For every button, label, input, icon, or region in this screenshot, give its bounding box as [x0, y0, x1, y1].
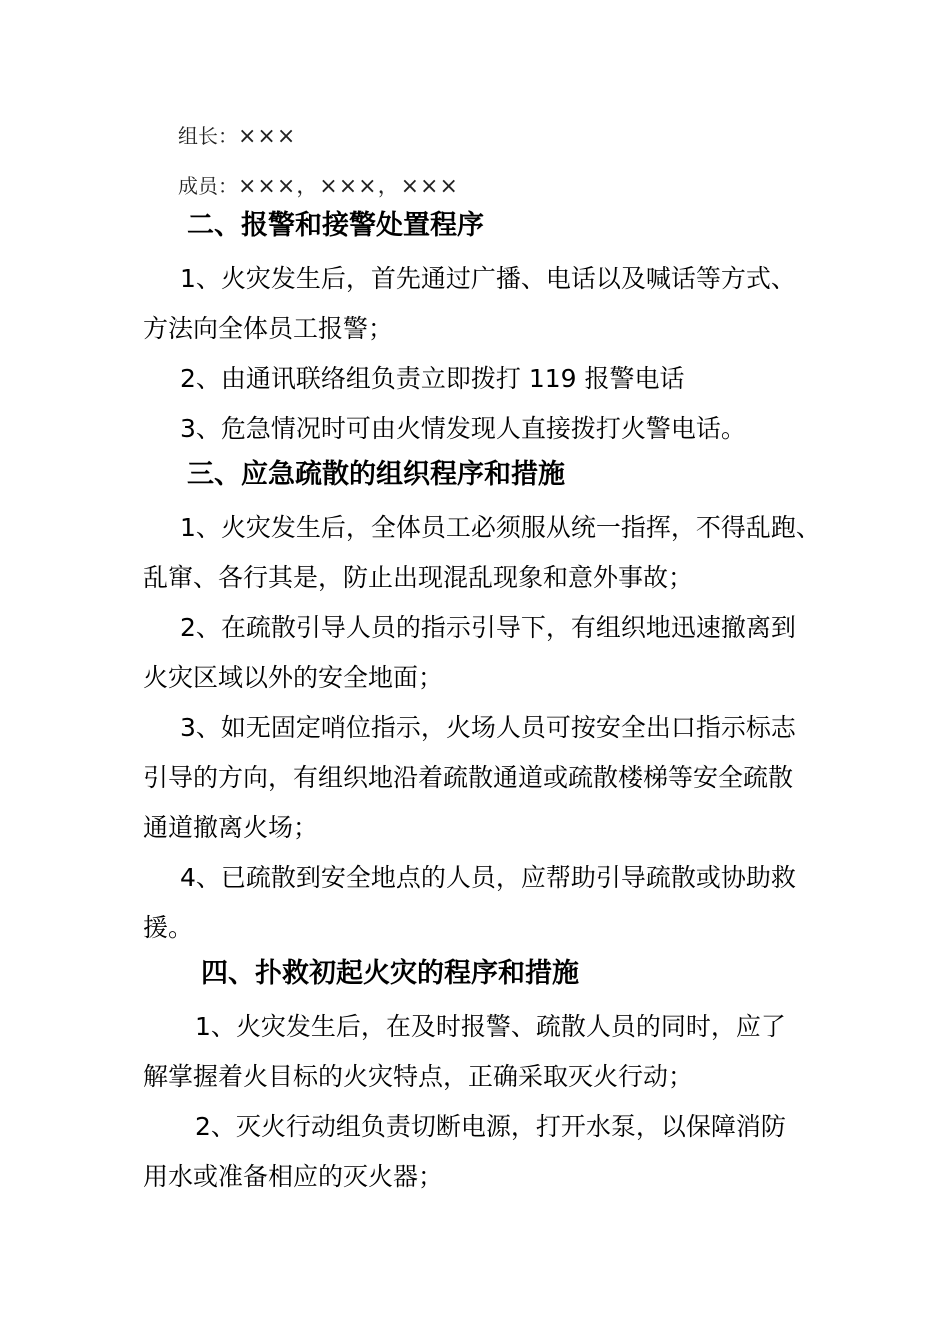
section3-p1-line1: 1、火灾发生后，全体员工必须服从统一指挥，不得乱跑、	[180, 513, 821, 542]
section3-heading: 三、应急疏散的组织程序和措施	[187, 459, 565, 490]
section4-p1-line1: 1、火灾发生后，在及时报警、疏散人员的同时，应了	[195, 1012, 786, 1041]
section3-p4-line2: 援。	[143, 913, 194, 942]
section4-heading: 四、扑救初起火灾的程序和措施	[201, 958, 579, 989]
section3-p3-line3: 通道撤离火场；	[143, 813, 319, 842]
members-value: ×××，×××，×××	[238, 174, 459, 199]
members-line	[178, 176, 459, 198]
section3-p2-line1: 2、在疏散引导人员的指示引导下，有组织地迅速撤离到	[180, 613, 796, 642]
section3-p1-line2: 乱窜、各行其是，防止出现混乱现象和意外事故；	[143, 563, 694, 592]
section2-heading: 二、报警和接警处置程序	[187, 210, 484, 241]
section4-p2-line2: 用水或准备相应的灭火器；	[143, 1162, 444, 1191]
section3-p2-line2: 火灾区域以外的安全地面；	[143, 663, 444, 692]
members-label: 成员：	[178, 174, 238, 198]
section3-p4-line1: 4、已疏散到安全地点的人员，应帮助引导疏散或协助救	[180, 863, 796, 892]
section2-p1-line1: 1、火灾发生后，首先通过广播、电话以及喊话等方式、	[180, 264, 796, 293]
section2-p3: 3、危急情况时可由火情发现人直接拨打火警电话。	[180, 414, 746, 443]
section2-p1-line2: 方法向全体员工报警；	[143, 314, 394, 343]
leader-label: 组长：	[178, 124, 238, 148]
section4-p2-line1: 2、灭火行动组负责切断电源，打开水泵，以保障消防	[195, 1112, 786, 1141]
section2-p2: 2、由通讯联络组负责立即拨打 119 报警电话	[180, 364, 685, 393]
leader-line	[178, 126, 296, 148]
section3-p3-line1: 3、如无固定哨位指示，火场人员可按安全出口指示标志	[180, 713, 796, 742]
leader-value: ×××	[238, 124, 297, 149]
section4-p1-line2: 解掌握着火目标的火灾特点，正确采取灭火行动；	[143, 1062, 694, 1091]
section3-p3-line2: 引导的方向，有组织地沿着疏散通道或疏散楼梯等安全疏散	[143, 763, 794, 792]
